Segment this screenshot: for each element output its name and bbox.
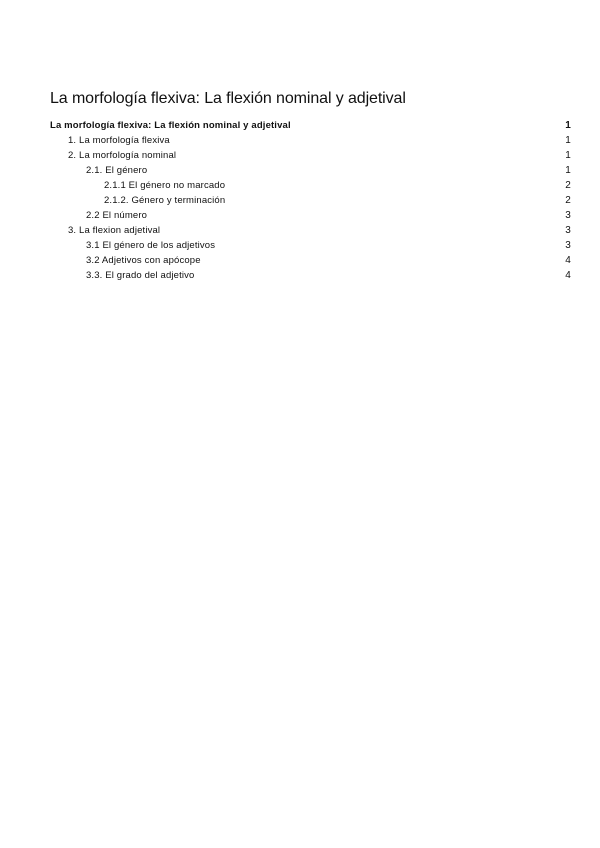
toc-entry-page: 3	[565, 225, 571, 236]
toc-entry[interactable]	[50, 193, 571, 208]
toc-entry-page: 1	[565, 120, 571, 131]
toc-entry-page: 4	[565, 255, 571, 266]
toc-entry[interactable]	[50, 223, 571, 238]
table-of-contents	[50, 118, 571, 283]
toc-entry[interactable]	[50, 133, 571, 148]
toc-entry-text: 1. La morfología flexiva	[68, 135, 170, 146]
toc-entry-page: 4	[565, 270, 571, 281]
toc-entry[interactable]	[50, 118, 571, 133]
toc-entry-page: 3	[565, 240, 571, 251]
toc-entry-page: 1	[565, 135, 571, 146]
toc-entry-page: 3	[565, 210, 571, 221]
toc-entry-text: 3. La flexion adjetival	[68, 225, 161, 236]
toc-entry-text: 2.1. El género	[86, 165, 148, 176]
toc-entry-page: 2	[565, 180, 571, 191]
toc-entry-text: 2. La morfología nominal	[68, 150, 177, 161]
toc-entry-text: 3.2 Adjetivos con apócope	[86, 255, 201, 266]
toc-entry-text: 3.1 El género de los adjetivos	[86, 240, 216, 251]
toc-entry[interactable]	[50, 238, 571, 253]
toc-entry[interactable]	[50, 268, 571, 283]
toc-entry[interactable]	[50, 208, 571, 223]
toc-entry-page: 1	[565, 150, 571, 161]
toc-entry[interactable]	[50, 163, 571, 178]
toc-entry-page: 1	[565, 165, 571, 176]
toc-entry-text: 3.3. El grado del adjetivo	[86, 270, 195, 281]
toc-entry[interactable]	[50, 253, 571, 268]
toc-entry-page: 2	[565, 195, 571, 206]
toc-entry-text: 2.1.1 El género no marcado	[104, 180, 226, 191]
document-title: La morfología flexiva: La flexión nominal y adjetival	[50, 90, 406, 107]
toc-entry[interactable]	[50, 178, 571, 193]
toc-entry-text: 2.2 El número	[86, 210, 148, 221]
toc-entry-text: 2.1.2. Género y terminación	[104, 195, 226, 206]
toc-entry[interactable]	[50, 148, 571, 163]
toc-entry-text: La morfología flexiva: La flexión nominal y adjetival	[50, 120, 291, 131]
